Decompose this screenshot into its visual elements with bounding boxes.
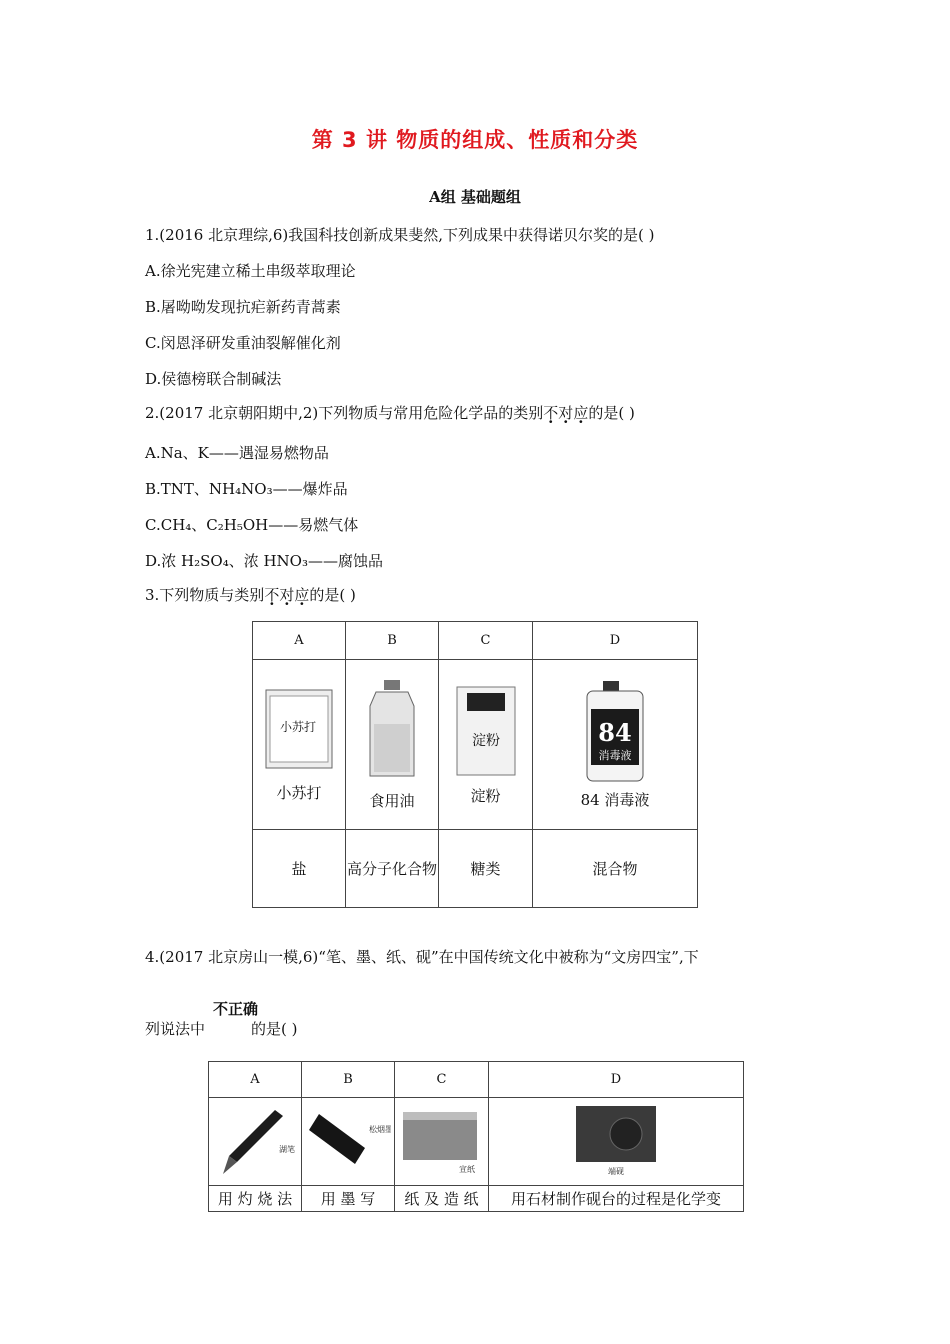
q4-image-d [489, 1098, 744, 1186]
inkstone-icon [568, 1100, 664, 1180]
baking-soda-package-icon [262, 686, 336, 772]
q2-emph-1: 不 [543, 404, 559, 422]
q4-image-b [302, 1098, 395, 1186]
q4-desc-b: 用 墨 写 [302, 1186, 395, 1212]
disinfectant-bottle-icon [583, 679, 647, 783]
q3-header-c: C [439, 622, 533, 660]
q3-stem [145, 584, 356, 605]
package-d-number: 84 [598, 718, 632, 747]
package-c-text: 淀粉 [471, 733, 500, 749]
inkstone-label: 端砚 [608, 1166, 624, 1176]
starch-bag-icon [451, 683, 521, 779]
q1-option-a: A.徐光宪建立稀土串级萃取理论 [145, 262, 356, 280]
q3-header-b: B [346, 622, 439, 660]
q3-item-d-label: 84 消毒液 [580, 791, 650, 809]
q1-option-d: D.侯德榜联合制碱法 [145, 370, 282, 388]
q3-item-c-label: 淀粉 [470, 787, 501, 805]
q3-item-a [253, 660, 346, 830]
q3-category-c: 糖类 [439, 830, 533, 908]
q4-header-c: C [395, 1062, 489, 1098]
package-a-text: 小苏打 [279, 720, 317, 734]
q3-emph-1: 不 [264, 586, 280, 604]
q2-option-c: C.CH₄、C₂H₅OH——易燃气体 [145, 516, 359, 534]
q3-emph-2: 对 [279, 586, 295, 604]
q4-header-b: B [302, 1062, 395, 1098]
ink-stick-icon [305, 1102, 391, 1178]
paper-stack-icon [397, 1102, 487, 1178]
q4-emphasis-word: 不正确 [213, 1000, 259, 1018]
q3-emph-3: 应 [294, 586, 310, 604]
q4-desc-a: 用 灼 烧 法 [209, 1186, 302, 1212]
q3-item-a-label: 小苏打 [276, 784, 322, 802]
q1-option-c: C.闵恩泽研发重油裂解催化剂 [145, 334, 341, 352]
q4-image-c [395, 1098, 489, 1186]
q3-header-d: D [533, 622, 698, 660]
q2-option-d: D.浓 H₂SO₄、浓 HNO₃——腐蚀品 [145, 552, 383, 570]
q4-stem2-post: 的是( ) [251, 1020, 298, 1038]
oil-bottle-icon [362, 678, 422, 782]
ink-label: 松烟墨 [369, 1124, 391, 1134]
q2-option-b: B.TNT、NH₄NO₃——爆炸品 [145, 480, 348, 498]
q3-stem-pre: 3.下列物质与类别 [145, 586, 265, 604]
q4-stem2-pre: 列说法中 [145, 1020, 206, 1038]
q1-option-b: B.屠呦呦发现抗疟新药青蒿素 [145, 298, 341, 316]
q3-category-a: 盐 [253, 830, 346, 908]
q4-header-a: A [209, 1062, 302, 1098]
q3-item-c [439, 660, 533, 830]
q3-category-b: 高分子化合物 [346, 830, 439, 908]
brush-label: 湖笔 [279, 1144, 295, 1154]
page-title: 第 3 讲 物质的组成、性质和分类 [311, 128, 639, 152]
q2-stem [145, 402, 635, 423]
q2-stem-post: 的是( ) [588, 404, 635, 422]
q3-stem-post: 的是( ) [309, 586, 356, 604]
q2-emph-3: 应 [573, 404, 589, 422]
q1-stem: 1.(2016 北京理综,6)我国科技创新成果斐然,下列成果中获得诺贝尔奖的是( ) [145, 226, 655, 244]
q2-option-a: A.Na、K——遇湿易燃物品 [145, 444, 329, 462]
q3-item-d [533, 660, 698, 830]
brush-icon [215, 1102, 295, 1178]
q2-stem-pre: 2.(2017 北京朝阳期中,2)下列物质与常用危险化学品的类别 [145, 404, 544, 422]
q4-desc-c: 纸 及 造 纸 [395, 1186, 489, 1212]
q2-emph-2: 对 [558, 404, 574, 422]
q3-header-a: A [253, 622, 346, 660]
q3-item-b [346, 660, 439, 830]
package-d-text: 消毒液 [598, 749, 632, 762]
q3-category-d: 混合物 [533, 830, 698, 908]
q3-item-b-label: 食用油 [369, 792, 415, 810]
q4-stem: 4.(2017 北京房山一模,6)“笔、墨、纸、砚”在中国传统文化中被称为“文房四宝”,下 [145, 948, 699, 966]
q4-stem-line-2 [145, 1018, 298, 1039]
q4-header-d: D [489, 1062, 744, 1098]
q3-table [252, 621, 698, 908]
q4-desc-d: 用石材制作砚台的过程是化学变 [489, 1186, 744, 1212]
group-heading: A组 基础题组 [429, 188, 521, 206]
paper-label: 宣纸 [458, 1164, 475, 1174]
q4-table [208, 1061, 744, 1212]
q4-image-a [209, 1098, 302, 1186]
